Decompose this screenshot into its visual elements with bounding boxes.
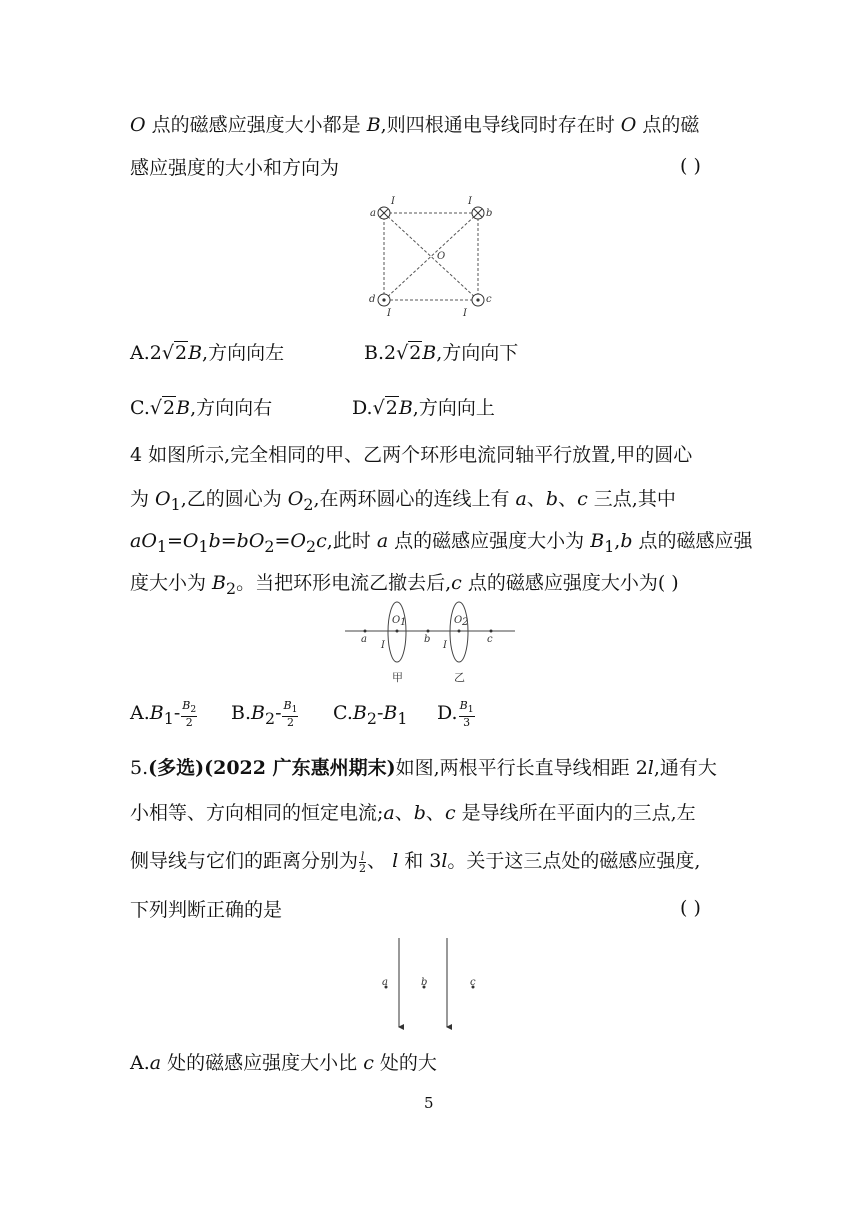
q3-option-a[interactable]: A.2√2B,方向向左 <box>130 342 285 364</box>
svg-text:O: O <box>454 615 463 626</box>
q4-text-line3: $aO_1=O_1b=bO_2=O_2c$,此时 a 点的磁感应强度大小为 $B_1,b$ 点的磁感应强 <box>130 530 753 556</box>
svg-text:b: b <box>424 634 431 645</box>
svg-text:I: I <box>443 640 447 651</box>
q3-figure-square-wires <box>360 195 500 320</box>
q5-text-line1: 5.(多选)(2022 广东惠州期末)如图,两根平行长直导线相距 2l,通有大 <box>130 757 717 779</box>
q4-option-a[interactable]: $A.B_1-$ $\frac{B_2}{2}$ <box>130 699 197 729</box>
svg-text:I: I <box>463 308 467 319</box>
q5-figure-parallel-wires <box>370 935 490 1035</box>
svg-text:甲: 甲 <box>392 671 403 684</box>
q3-option-c[interactable]: C.√2B,方向向右 <box>130 397 273 419</box>
svg-text:c: c <box>487 634 493 645</box>
q5-option-a[interactable]: A.a 处的磁感应强度大小比 c 处的大 <box>130 1052 437 1074</box>
svg-text:b: b <box>421 977 428 988</box>
page-number: 5 <box>424 1094 434 1112</box>
q4-figure-ring-currents <box>345 596 517 688</box>
svg-text:I: I <box>381 640 385 651</box>
svg-text:O: O <box>392 615 401 626</box>
svg-text:d: d <box>369 294 376 305</box>
q5-text-line2: 小相等、方向相同的恒定电流;a、b、c 是导线所在平面内的三点,左 <box>130 802 696 824</box>
svg-text:a: a <box>382 977 388 988</box>
q3-text-line1: O 点的磁感应强度大小都是 B,则四根通电导线同时存在时 O 点的磁 <box>130 114 700 136</box>
svg-text:a: a <box>370 208 376 219</box>
svg-text:a: a <box>361 634 367 645</box>
q5-text-line4: 下列判断正确的是 <box>130 899 283 921</box>
svg-text:c: c <box>470 977 476 988</box>
q4-text-line4: 度大小为 $B_2$。当把环形电流乙撤去后,c 点的磁感应强度大小为( ) <box>130 572 679 598</box>
q3-option-b[interactable]: B.2√2B,方向向下 <box>364 342 519 364</box>
svg-text:I: I <box>391 196 395 207</box>
svg-text:2: 2 <box>462 617 469 628</box>
q4-option-c[interactable]: $C.B_2-B_1$ <box>333 702 408 728</box>
svg-text:O: O <box>437 251 446 262</box>
svg-text:1: 1 <box>400 617 407 628</box>
svg-text:I: I <box>468 196 472 207</box>
q3-answer-paren: ( ) <box>680 155 701 177</box>
q4-text-line1: 4 如图所示,完全相同的甲、乙两个环形电流同轴平行放置,甲的圆心 <box>130 444 693 466</box>
svg-text:b: b <box>486 208 493 219</box>
q3-text-line2: 感应强度的大小和方向为 <box>130 157 340 179</box>
q4-option-b[interactable]: $B.B_2-$ $\frac{B_1}{2}$ <box>231 699 298 729</box>
q4-option-d[interactable]: D. $\frac{B_1}{3}$ <box>437 699 474 729</box>
q5-text-line3: 侧导线与它们的距离分别为 $\frac{l}{2}$ 、 l 和 3l。关于这三点处的磁感应强度, <box>130 849 701 875</box>
svg-text:c: c <box>486 294 492 305</box>
svg-text:乙: 乙 <box>454 671 465 684</box>
q5-answer-paren: ( ) <box>680 897 701 919</box>
q3-option-d[interactable]: D.√2B,方向向上 <box>352 397 495 419</box>
svg-text:I: I <box>387 308 391 319</box>
q4-text-line2: 为 $O_1$,乙的圆心为 $O_2$,在两环圆心的连线上有 a、b、c 三点,其中 <box>130 488 676 514</box>
